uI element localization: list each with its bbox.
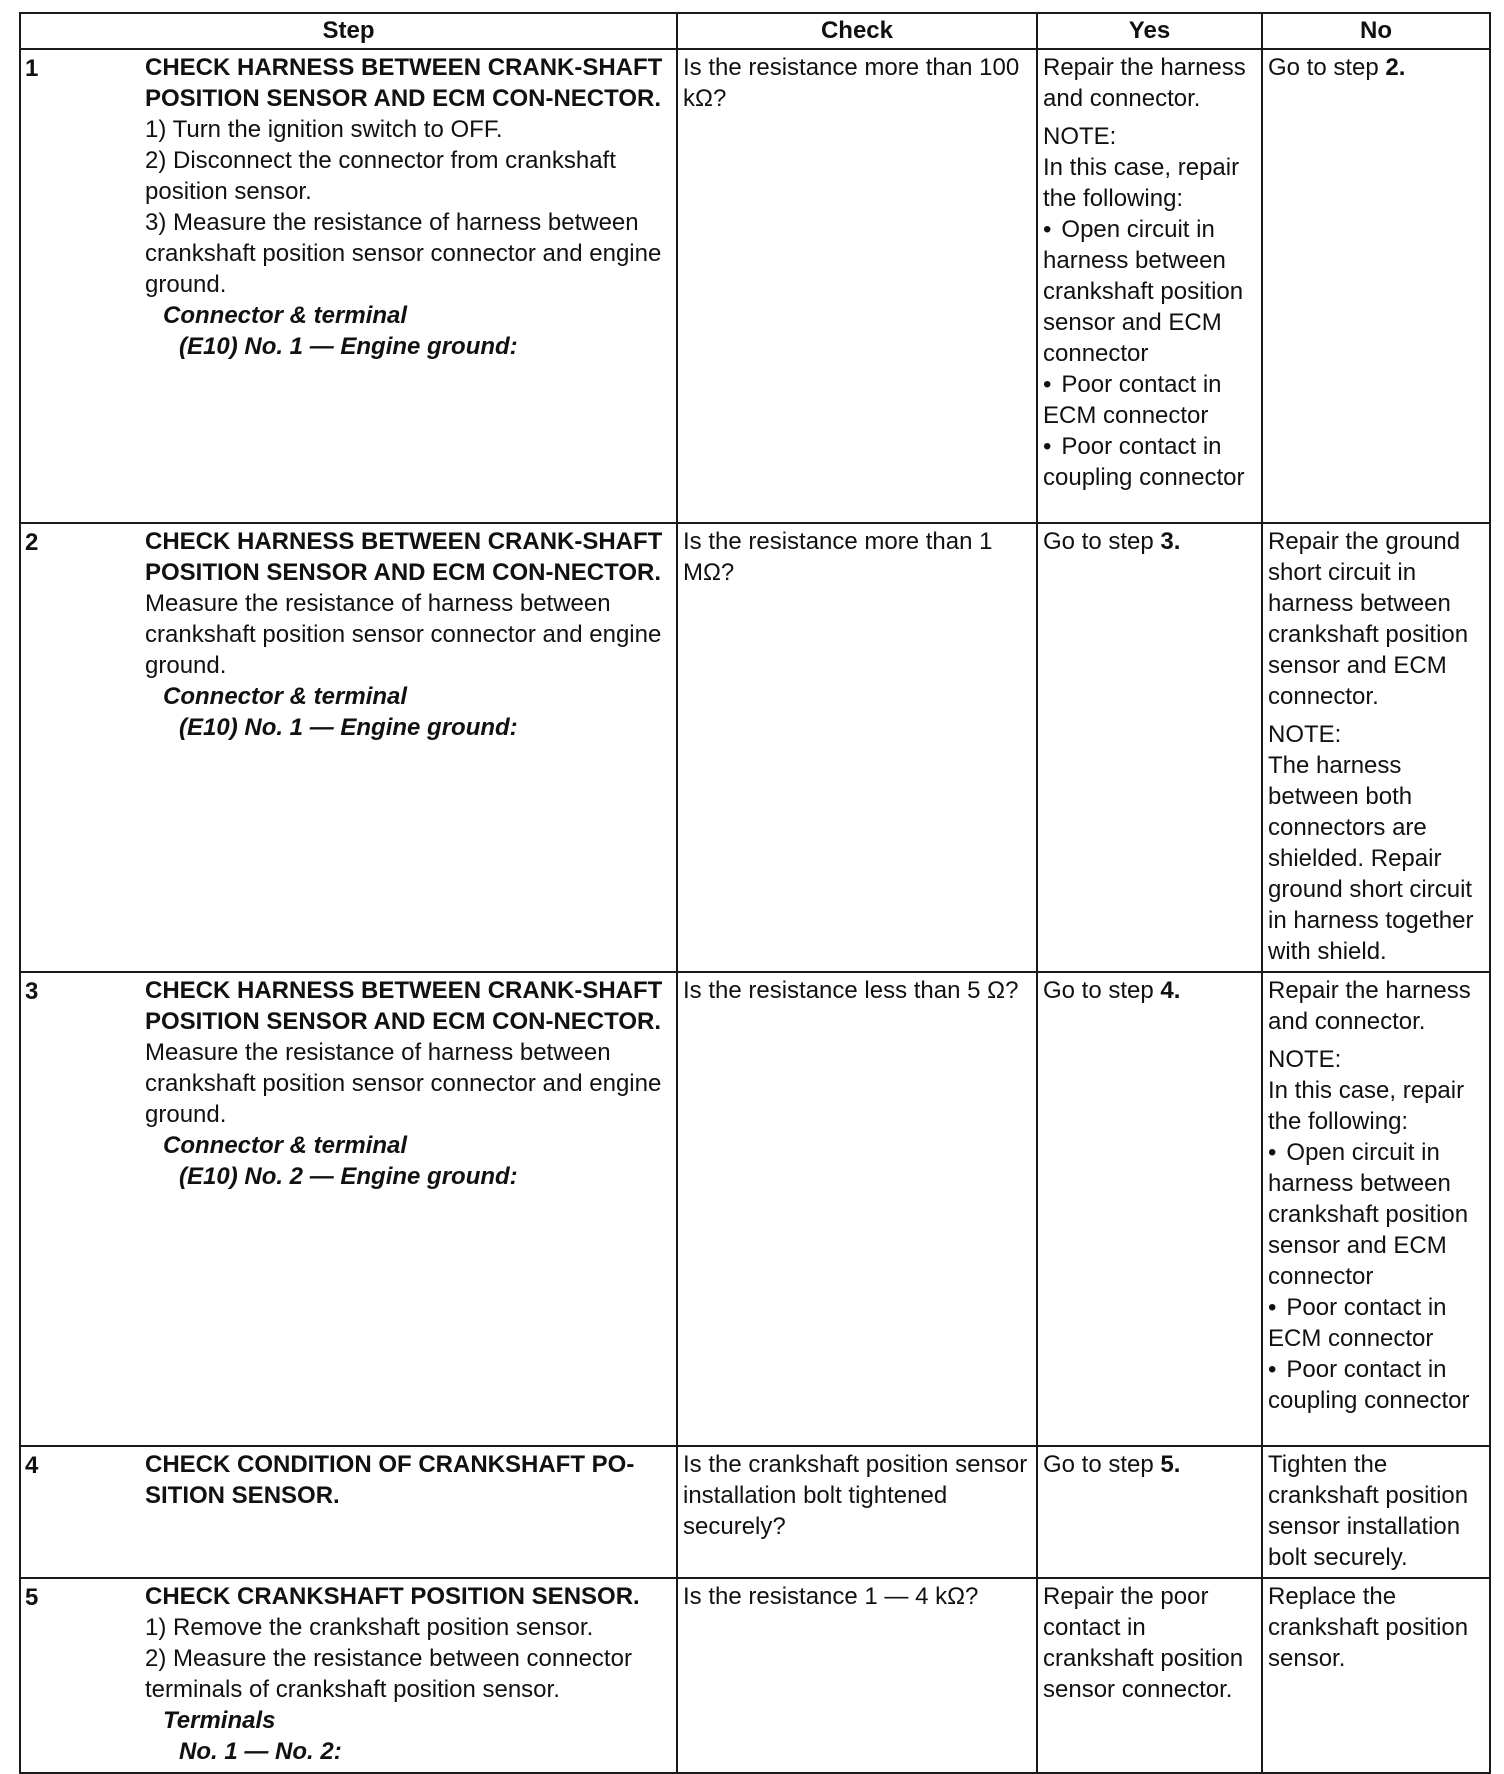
step-reference: 2. — [1385, 54, 1406, 81]
step-reference: 4. — [1160, 977, 1181, 1004]
connector-label: Connector & terminal — [163, 302, 408, 329]
procedure-line: 1) Turn the ignition switch to OFF. — [145, 116, 503, 143]
connector-label: Connector & terminal — [163, 683, 408, 710]
note-label: NOTE: — [1043, 123, 1117, 150]
check-cell: Is the resistance more than 1 MΩ? — [677, 523, 1037, 972]
bullet-item: • Open circuit in harness between crankshaft position sensor and ECM connector — [1268, 1137, 1485, 1292]
step-number: 2 — [25, 529, 39, 556]
table-header-row — [20, 13, 1490, 49]
no-cell — [1262, 523, 1490, 972]
table-row — [20, 49, 1490, 523]
step-cell — [20, 523, 677, 972]
step-cell — [20, 49, 677, 523]
yes-text: Repair the harness and connector. — [1043, 54, 1246, 112]
header-step: Step — [20, 13, 677, 49]
table-row — [20, 523, 1490, 972]
step-number: 3 — [25, 978, 39, 1005]
procedure-line: 3) Measure the resistance of harness between crankshaft position sensor connector and engine ground. — [145, 209, 662, 298]
step-title: CHECK HARNESS BETWEEN CRANK-SHAFT POSITION SENSOR AND ECM CON-NECTOR. — [145, 528, 663, 586]
connector-value: (E10) No. 1 — Engine ground: — [179, 333, 518, 360]
yes-cell — [1037, 49, 1262, 523]
no-cell — [1262, 972, 1490, 1446]
step-cell — [20, 1446, 677, 1578]
procedure-line: Measure the resistance of harness between crankshaft position sensor connector and engine ground. — [145, 1039, 662, 1128]
bullet-item: • Poor contact in coupling connector — [1268, 1354, 1485, 1416]
bullet-item: • Open circuit in harness between crankshaft position sensor and ECM connector — [1043, 214, 1257, 369]
connector-label: Connector & terminal — [163, 1132, 408, 1159]
bullet-item: • Poor contact in ECM connector — [1043, 369, 1257, 431]
yes-cell — [1037, 523, 1262, 972]
table-row — [20, 1578, 1490, 1773]
bullet-item: • Poor contact in coupling connector — [1043, 431, 1257, 493]
check-cell: Is the crankshaft position sensor installation bolt tightened securely? — [677, 1446, 1037, 1578]
no-text: Go to step — [1268, 54, 1379, 81]
check-cell: Is the resistance more than 100 kΩ? — [677, 49, 1037, 523]
step-number: 5 — [25, 1584, 39, 1611]
yes-text: Go to step — [1043, 528, 1154, 555]
table-row — [20, 1446, 1490, 1578]
no-text: Repair the harness and connector. — [1268, 977, 1471, 1035]
connector-value: No. 1 — No. 2: — [179, 1738, 342, 1765]
step-title: CHECK HARNESS BETWEEN CRANK-SHAFT POSITION SENSOR AND ECM CON-NECTOR. — [145, 54, 663, 112]
header-yes: Yes — [1037, 13, 1262, 49]
note-text: In this case, repair the following: — [1043, 154, 1240, 212]
note-label: NOTE: — [1268, 1046, 1342, 1073]
procedure-line: Measure the resistance of harness between crankshaft position sensor connector and engine ground. — [145, 590, 662, 679]
header-check: Check — [677, 13, 1037, 49]
step-title: CHECK CONDITION OF CRANKSHAFT PO-SITION SENSOR. — [145, 1451, 635, 1509]
step-cell — [20, 972, 677, 1446]
table-row — [20, 972, 1490, 1446]
yes-text: Go to step — [1043, 1451, 1154, 1478]
diagnostic-table — [19, 12, 1491, 1774]
note-label: NOTE: — [1268, 721, 1342, 748]
connector-value: (E10) No. 2 — Engine ground: — [179, 1163, 518, 1190]
step-number: 1 — [25, 55, 39, 82]
check-cell: Is the resistance 1 — 4 kΩ? — [677, 1578, 1037, 1773]
yes-cell — [1037, 1446, 1262, 1578]
procedure-line: 2) Disconnect the connector from crankshaft position sensor. — [145, 147, 616, 205]
bullet-item: • Poor contact in ECM connector — [1268, 1292, 1485, 1354]
procedure-line: 2) Measure the resistance between connector terminals of crankshaft position sensor. — [145, 1645, 632, 1703]
step-reference: 5. — [1160, 1451, 1181, 1478]
header-no: No — [1262, 13, 1490, 49]
yes-cell — [1037, 972, 1262, 1446]
connector-value: (E10) No. 1 — Engine ground: — [179, 714, 518, 741]
step-title: CHECK HARNESS BETWEEN CRANK-SHAFT POSITION SENSOR AND ECM CON-NECTOR. — [145, 977, 663, 1035]
check-cell: Is the resistance less than 5 Ω? — [677, 972, 1037, 1446]
note-text: The harness between both connectors are shielded. Repair ground short circuit in harness together with shield. — [1268, 752, 1474, 965]
step-number: 4 — [25, 1452, 39, 1479]
step-title: CHECK CRANKSHAFT POSITION SENSOR. — [145, 1583, 640, 1610]
yes-cell: Repair the poor contact in crankshaft position sensor connector. — [1037, 1578, 1262, 1773]
procedure-line: 1) Remove the crankshaft position sensor. — [145, 1614, 594, 1641]
no-cell: Replace the crankshaft position sensor. — [1262, 1578, 1490, 1773]
no-cell — [1262, 49, 1490, 523]
yes-text: Go to step — [1043, 977, 1154, 1004]
connector-label: Terminals — [163, 1707, 276, 1734]
no-cell: Tighten the crankshaft position sensor installation bolt securely. — [1262, 1446, 1490, 1578]
step-reference: 3. — [1160, 528, 1181, 555]
step-cell — [20, 1578, 677, 1773]
note-text: In this case, repair the following: — [1268, 1077, 1465, 1135]
no-text: Repair the ground short circuit in harness between crankshaft position sensor and ECM connector. — [1268, 528, 1469, 710]
